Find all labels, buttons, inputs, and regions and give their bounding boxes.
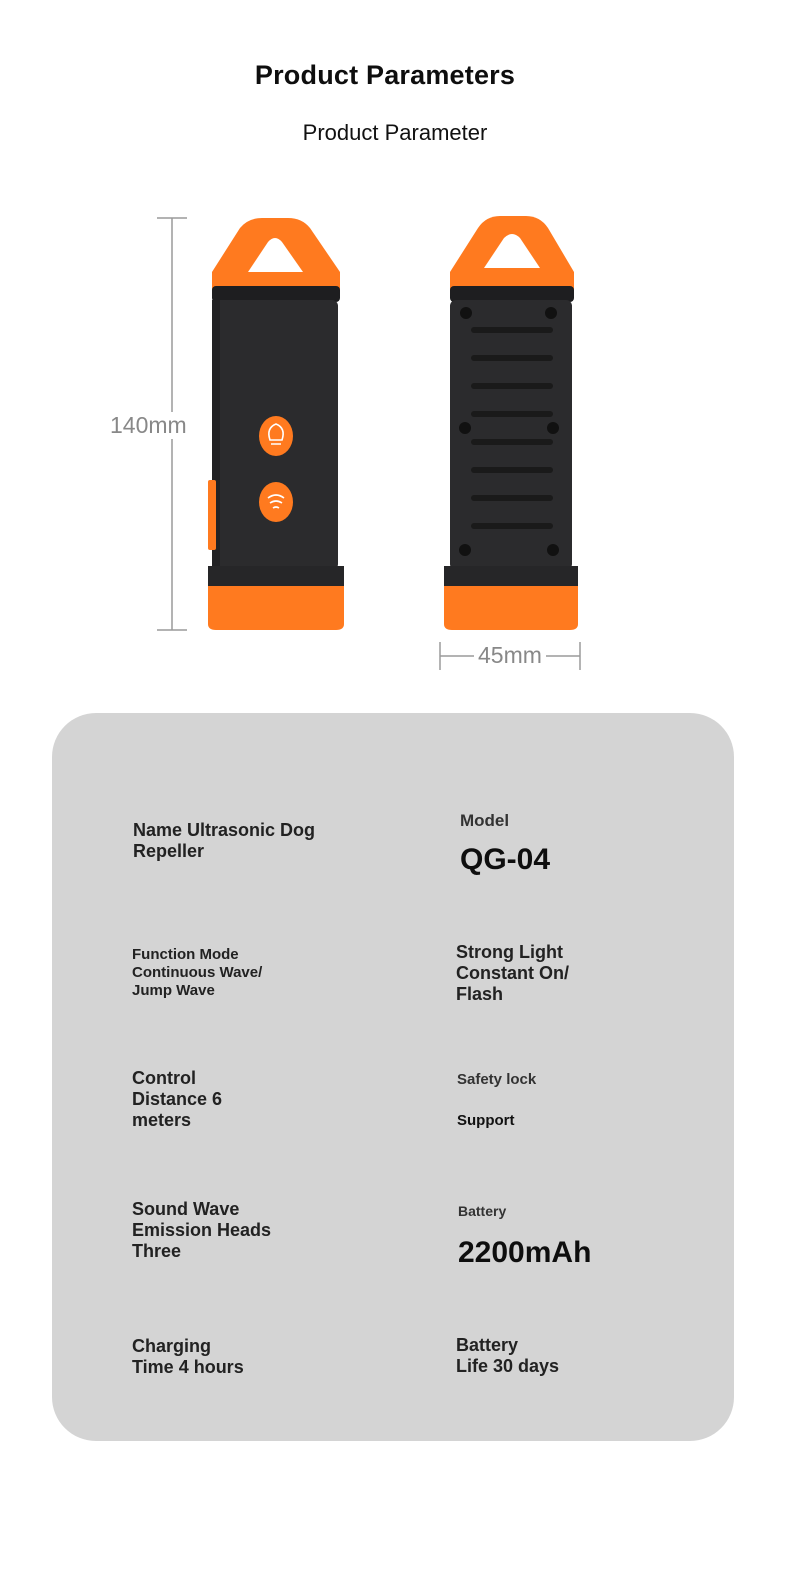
- spec-control-line3: meters: [132, 1110, 192, 1130]
- flashlight-button: [259, 416, 293, 456]
- spec-life-line1: Battery: [456, 1335, 519, 1355]
- spec-charging-time: [132, 1336, 244, 1378]
- spec-heads-line2: Emission Heads: [132, 1220, 272, 1240]
- spec-model-label: Model: [460, 811, 510, 830]
- spec-charging-line2: Time 4 hours: [132, 1357, 244, 1377]
- spec-safety-value: Support: [457, 1112, 515, 1129]
- spec-battery-life: [456, 1335, 559, 1377]
- product-illustration: [0, 0, 790, 700]
- spec-model: [460, 810, 550, 877]
- spec-battery-label: Battery: [458, 1203, 507, 1219]
- spec-heads-line1: Sound Wave: [132, 1199, 240, 1219]
- spec-life-line2: Life 30 days: [456, 1356, 560, 1376]
- spec-heads-line3: Three: [132, 1241, 182, 1261]
- spec-light-line2: Constant On/: [456, 963, 569, 983]
- width-dimension-label: 45mm: [474, 642, 546, 669]
- spec-name: [133, 820, 315, 862]
- spec-light-line3: Flash: [456, 984, 504, 1004]
- spec-name-line2: Repeller: [133, 841, 205, 861]
- spec-safety-lock: [457, 1069, 536, 1131]
- spec-control-distance: [132, 1068, 222, 1131]
- page-subtitle: Product Parameter: [302, 120, 488, 145]
- spec-function-mode: [132, 946, 262, 1000]
- spec-battery-value: 2200mAh: [458, 1236, 592, 1269]
- spec-function-line2: Continuous Wave/: [132, 964, 263, 981]
- spec-emission-heads: [132, 1199, 271, 1262]
- device-back-view: [444, 216, 578, 630]
- spec-safety-label: Safety lock: [457, 1071, 537, 1088]
- spec-battery: [458, 1201, 591, 1270]
- spec-name-line1: Name Ultrasonic Dog: [133, 820, 316, 840]
- ultrasonic-button: [259, 482, 293, 522]
- spec-strong-light: [456, 942, 569, 1005]
- spec-model-value: QG-04: [460, 843, 551, 876]
- spec-function-line3: Jump Wave: [132, 982, 215, 999]
- page-title: Product Parameters: [254, 60, 516, 90]
- spec-function-line1: Function Mode: [132, 946, 239, 963]
- spec-control-line2: Distance 6: [132, 1089, 223, 1109]
- height-dimension-label: 140mm: [110, 412, 187, 438]
- spec-light-line1: Strong Light: [456, 942, 563, 962]
- spec-control-line1: Control: [132, 1068, 196, 1088]
- spec-charging-line1: Charging: [132, 1336, 211, 1356]
- device-front-view: [208, 218, 344, 630]
